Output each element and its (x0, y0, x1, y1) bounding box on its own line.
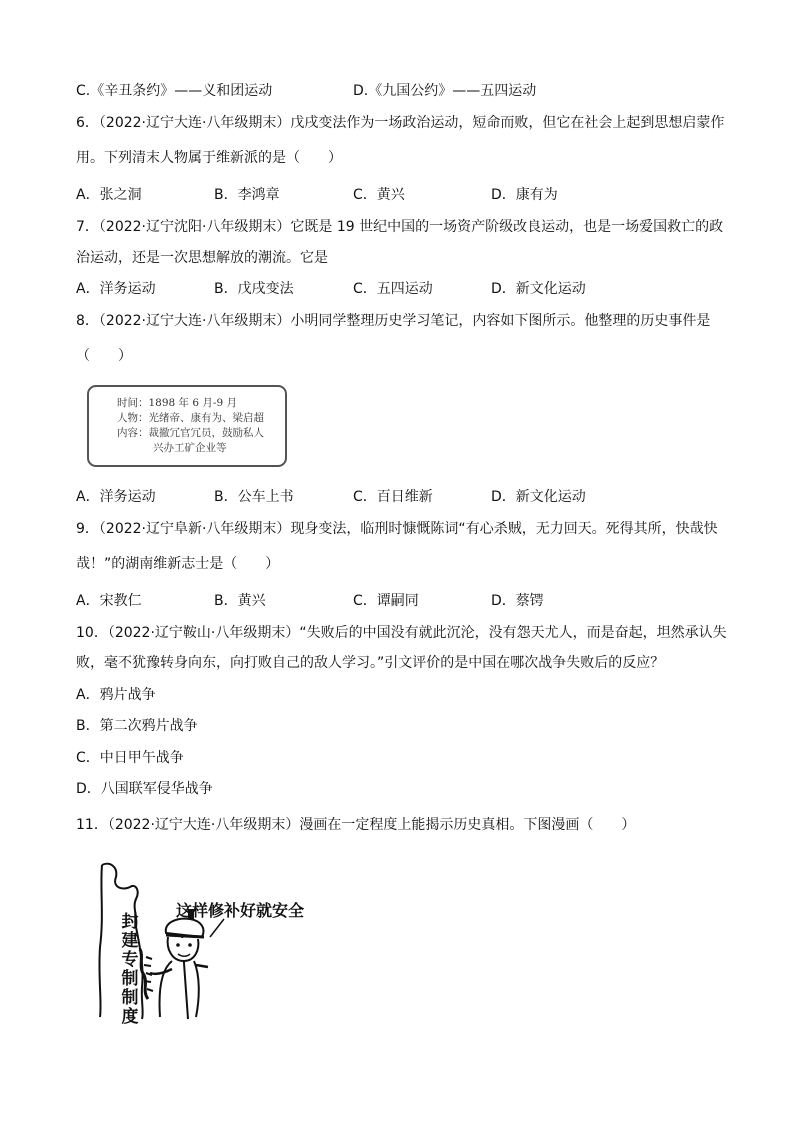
q6-option-b: B．李鸿章 (214, 187, 280, 203)
note-people: 人物：光绪帝、康有为、梁启超 (117, 412, 264, 424)
note-content: 内容：裁撤冗官冗员，鼓励私人 (117, 427, 264, 439)
q6-option-a: A．张之洞 (76, 187, 142, 203)
q7-option-a: A．洋务运动 (76, 281, 156, 297)
q9-option-d: D．蔡锷 (491, 593, 544, 609)
q8-stem-line2: （ ） (76, 348, 132, 364)
q11-stem: 11．（2022·辽宁大连·八年级期末）漫画在一定程度上能揭示历史真相。下图漫画（ ） (76, 817, 636, 833)
q10-stem-line1: 10．（2022·辽宁鞍山·八年级期末）“失败后的中国没有就此沉沦，没有怨天尤人，而是奋起，坦然承认失 (76, 625, 727, 641)
q6-stem-line1: 6．（2022·辽宁大连·八年级期末）戊戌变法作为一场政治运动，短命而败，但它在社会上起到思想启蒙作 (76, 115, 725, 131)
q8-option-b: B．公车上书 (214, 489, 294, 505)
q7-option-c: C．五四运动 (353, 281, 433, 297)
q8-stem-line1: 8．（2022·辽宁大连·八年级期末）小明同学整理历史学习笔记，内容如下图所示。他整理的历史事件是 (76, 313, 711, 329)
q6-stem-line2: 用。下列清末人物属于维新派的是（ ） (76, 150, 342, 166)
q9-stem-line2: 哉！”的湖南维新志士是（ ） (76, 556, 280, 572)
cartoon-speech: 这样修补好就安全 (176, 901, 305, 920)
study-note-box (87, 385, 287, 467)
q7-stem-line1: 7．（2022·辽宁沈阳·八年级期末）它既是 19 世纪中国的一场资产阶级改良运动，也是一场爱国救亡的政 (76, 219, 724, 235)
note-content-cont: 兴办工矿企业等 (153, 442, 227, 454)
q9-option-c: C．谭嗣同 (353, 593, 419, 609)
cartoon-wall-label: 封建专制制度 (121, 912, 139, 1027)
note-time: 时间：1898 年 6 月-9 月 (117, 397, 237, 409)
q10-stem-line2: 败，毫不犹豫转身向东，向打败自己的敌人学习。”引文评价的是中国在哪次战争失败后的反应？ (76, 655, 665, 671)
q6-option-c: C．黄兴 (353, 187, 405, 203)
q8-option-c: C．百日维新 (353, 489, 433, 505)
q9-option-a: A．宋教仁 (76, 593, 142, 609)
q10-option-c: C．中日甲午战争 (76, 750, 184, 766)
q8-option-d: D．新文化运动 (491, 489, 586, 505)
q7-stem-line2: 治运动，还是一次思想解放的潮流。它是 (76, 250, 328, 266)
q6-option-d: D．康有为 (491, 187, 558, 203)
q7-option-d: D．新文化运动 (491, 281, 586, 297)
q5-option-d: D.《九国公约》——五四运动 (353, 83, 537, 99)
q7-option-b: B．戊戌变法 (214, 281, 294, 297)
q8-option-a: A．洋务运动 (76, 489, 156, 505)
q5-option-c: C.《辛丑条约》——义和团运动 (76, 83, 273, 99)
q10-option-a: A．鸦片战争 (76, 687, 156, 703)
q10-option-d: D．八国联军侵华战争 (76, 781, 213, 797)
q9-option-b: B．黄兴 (214, 593, 266, 609)
q10-option-b: B．第二次鸦片战争 (76, 718, 198, 734)
q9-stem-line1: 9．（2022·辽宁阜新·八年级期末）现身变法，临刑时慷慨陈词“有心杀贼，无力回天。死得其所，快哉快 (76, 521, 718, 537)
